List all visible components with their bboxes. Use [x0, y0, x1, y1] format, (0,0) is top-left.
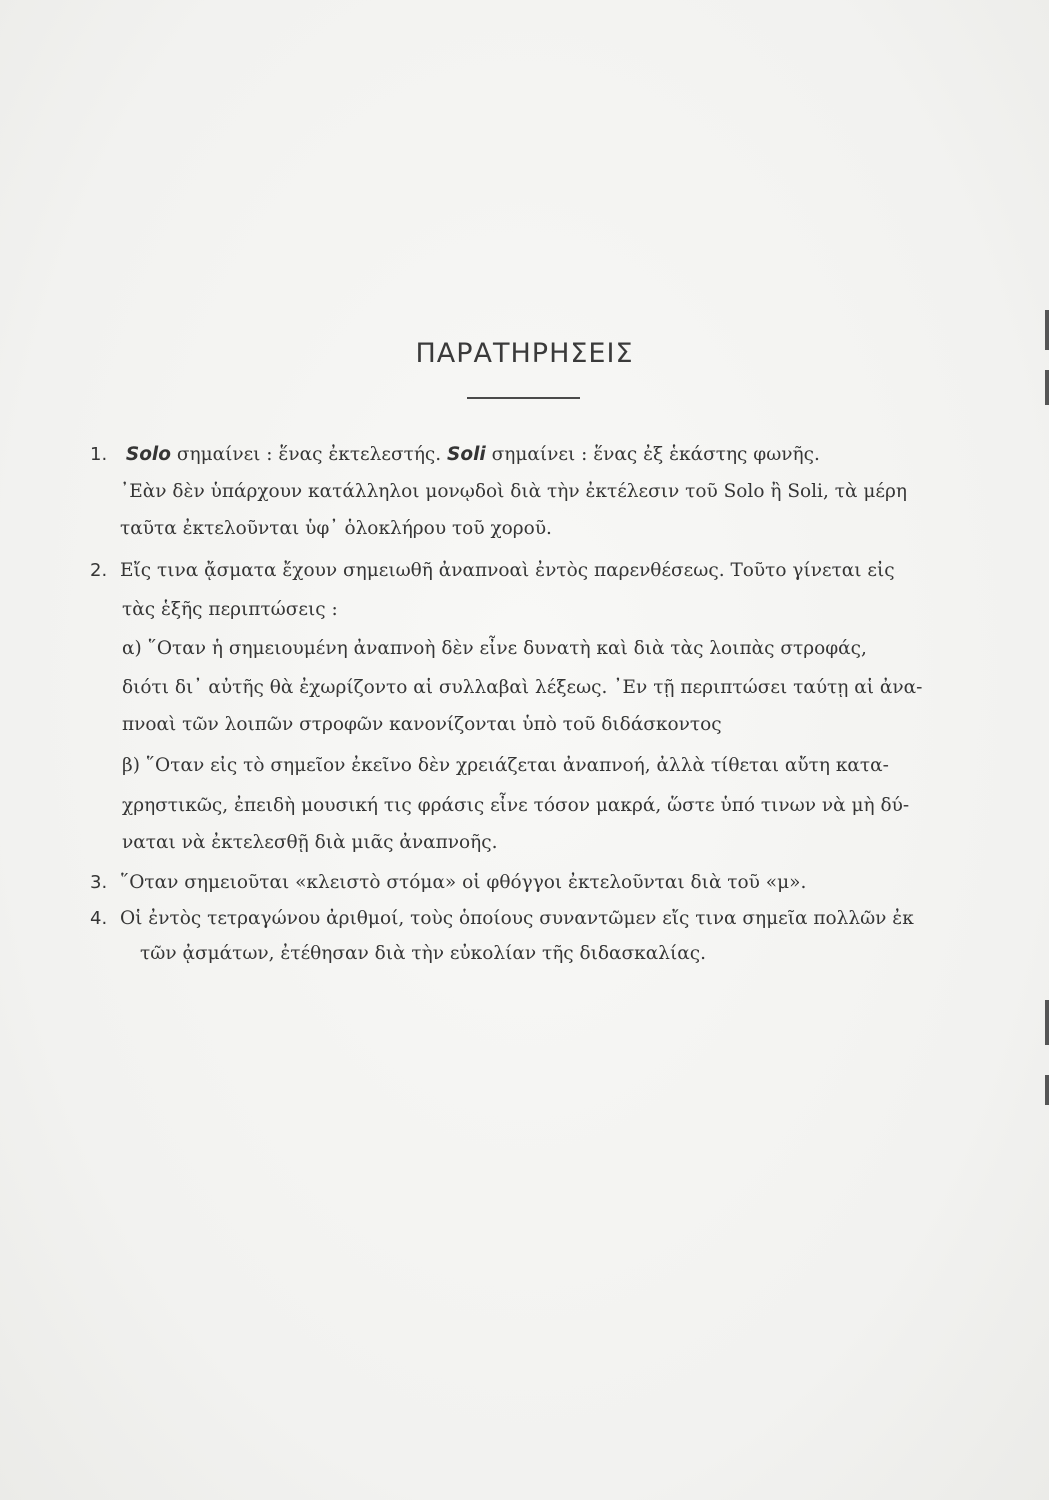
note-2-case-b-line-1: β) ῞Οταν εἰς τὸ σημεῖον ἐκεῖνο δὲν χρειάζεται ἀναπνοή, ἀλλὰ τίθεται αὔτη κατα- [122, 755, 889, 776]
scan-edge-mark [1045, 370, 1049, 405]
solo-definition: σημαίνει : ἕνας ἐκτελεστής. [170, 444, 448, 465]
note-1-line-2: ᾽Εὰν δὲν ὑπάρχουν κατάλληλοι μονῳδοὶ διὰ τὴν ἐκτέλεσιν τοῦ Solo ἢ Soli, τὰ μέρη [120, 481, 907, 502]
note-4-text: Οἱ ἐντὸς τετραγώνου ἀριθμοί, τοὺς ὁποίους συναντῶμεν εἴς τινα σημεῖα πολλῶν ἐκ [120, 908, 914, 929]
note-2-case-a-line-2: διότι δι᾽ αὐτῆς θὰ ἐχωρίζοντο αἱ συλλαβαὶ λέξεως. ᾽Εν τῇ περιπτώσει ταύτῃ αἱ ἀνα- [122, 677, 923, 698]
scan-edge-mark [1045, 1075, 1049, 1105]
note-number: 3. [90, 872, 108, 893]
note-2-line-1 [90, 560, 895, 581]
note-1-line-1 [90, 444, 820, 465]
note-2-text: Εἴς τινα ᾄσματα ἔχουν σημειωθῆ ἀναπνοαὶ ἐντὸς παρενθέσεως. Τοῦτο γίνεται εἰς [120, 560, 895, 581]
note-number: 4. [90, 908, 108, 929]
soli-definition: σημαίνει : ἕνας ἐξ ἑκάστης φωνῆς. [485, 444, 820, 465]
note-2-case-b-line-3: ναται νὰ ἐκτελεσθῇ διὰ μιᾶς ἀναπνοῆς. [122, 832, 498, 853]
note-2-case-a-line-3: πνοαὶ τῶν λοιπῶν στροφῶν κανονίζονται ὑπὸ τοῦ διδάσκοντος [122, 714, 722, 735]
note-2-case-b-line-2: χρηστικῶς, ἐπειδὴ μουσική τις φράσις εἶνε τόσον μακρά, ὥστε ὑπό τινων νὰ μὴ δύ- [122, 795, 910, 816]
page-title: ΠΑΡΑΤΗΡΗΣΕΙΣ [415, 338, 634, 369]
solo-term: Solo [125, 444, 171, 465]
note-2-case-a-line-1: α) ῞Οταν ἡ σημειουμένη ἀναπνοὴ δὲν εἶνε δυνατὴ καὶ διὰ τὰς λοιπὰς στροφάς, [122, 638, 867, 659]
note-3-line-1 [90, 872, 806, 893]
title-underline [467, 397, 580, 399]
note-2-line-2: τὰς ἑξῆς περιπτώσεις : [122, 599, 338, 620]
scan-edge-mark [1045, 310, 1049, 350]
note-4-line-2: τῶν ᾀσμάτων, ἐτέθησαν διὰ τὴν εὐκολίαν τῆς διδασκαλίας. [140, 943, 706, 964]
note-3-text: ῞Οταν σημειοῦται «κλειστὸ στόμα» οἱ φθόγγοι ἐκτελοῦνται διὰ τοῦ «μ». [120, 872, 807, 893]
note-number: 2. [90, 560, 108, 581]
note-1-line-3: ταῦτα ἐκτελοῦνται ὑφ᾽ ὁλοκλήρου τοῦ χοροῦ. [120, 518, 552, 539]
soli-term: Soli [447, 444, 486, 465]
scan-edge-mark [1045, 1000, 1049, 1045]
note-4-line-1 [90, 908, 914, 929]
note-number: 1. [90, 444, 108, 465]
